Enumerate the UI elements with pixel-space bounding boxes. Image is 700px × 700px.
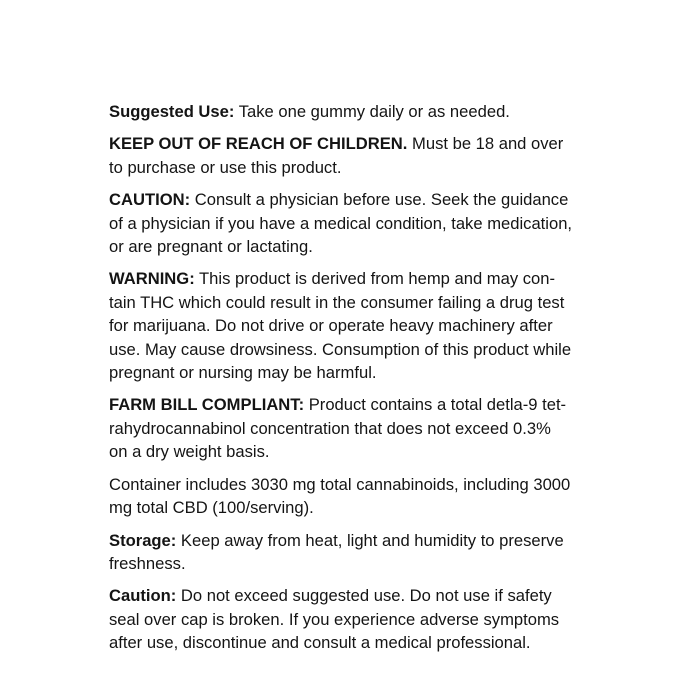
storage-heading: Storage: <box>109 530 177 550</box>
container-contents-text: Container includes 3030 mg total cannabinoids, including 3000 mg total CBD (100/serving). <box>109 474 571 518</box>
container-contents-paragraph <box>109 473 597 520</box>
caution-usage-heading: Caution: <box>109 586 177 606</box>
keep-out-of-reach-text: Must be 18 and over to purchase or use this product. <box>109 134 564 177</box>
farm-bill-text: Product contains a total detla-9 tet- rahydrocannabinol concentration that does not exceed 0.3% on a dry weight basis. <box>109 395 567 462</box>
caution-physician-heading: CAUTION: <box>109 190 191 210</box>
farm-bill-paragraph <box>109 393 597 463</box>
farm-bill-heading: FARM BILL COMPLIANT: <box>109 395 305 415</box>
storage-text: Keep away from heat, light and humidity to preserve freshness. <box>109 530 564 573</box>
suggested-use-paragraph <box>109 100 597 123</box>
keep-out-of-reach-heading: KEEP OUT OF REACH OF CHILDREN. <box>109 134 408 154</box>
suggested-use-heading: Suggested Use: <box>109 102 235 121</box>
warning-paragraph <box>109 267 597 384</box>
warning-text: This product is derived from hemp and may con- tain THC which could result in the consumer failing a drug test for marijuana. Do not drive or operate heavy machinery after use. May cause drowsiness. Consumption of this product while pregnant or nursing may be harmful. <box>109 269 572 383</box>
keep-out-of-reach-paragraph <box>109 132 597 179</box>
label-text-block <box>109 100 597 664</box>
warning-heading: WARNING: <box>109 269 195 289</box>
caution-physician-paragraph <box>109 188 597 258</box>
storage-paragraph <box>109 529 597 576</box>
caution-usage-paragraph <box>109 584 597 654</box>
caution-physician-text: Consult a physician before use. Seek the guidance of a physician if you have a medical condition, take medication, or are pregnant or lactating. <box>109 190 573 257</box>
suggested-use-text: Take one gummy daily or as needed. <box>234 102 510 121</box>
caution-usage-text: Do not exceed suggested use. Do not use if safety seal over cap is broken. If you experience adverse symptoms after use, discontinue and consult a medical professional. <box>109 586 560 653</box>
